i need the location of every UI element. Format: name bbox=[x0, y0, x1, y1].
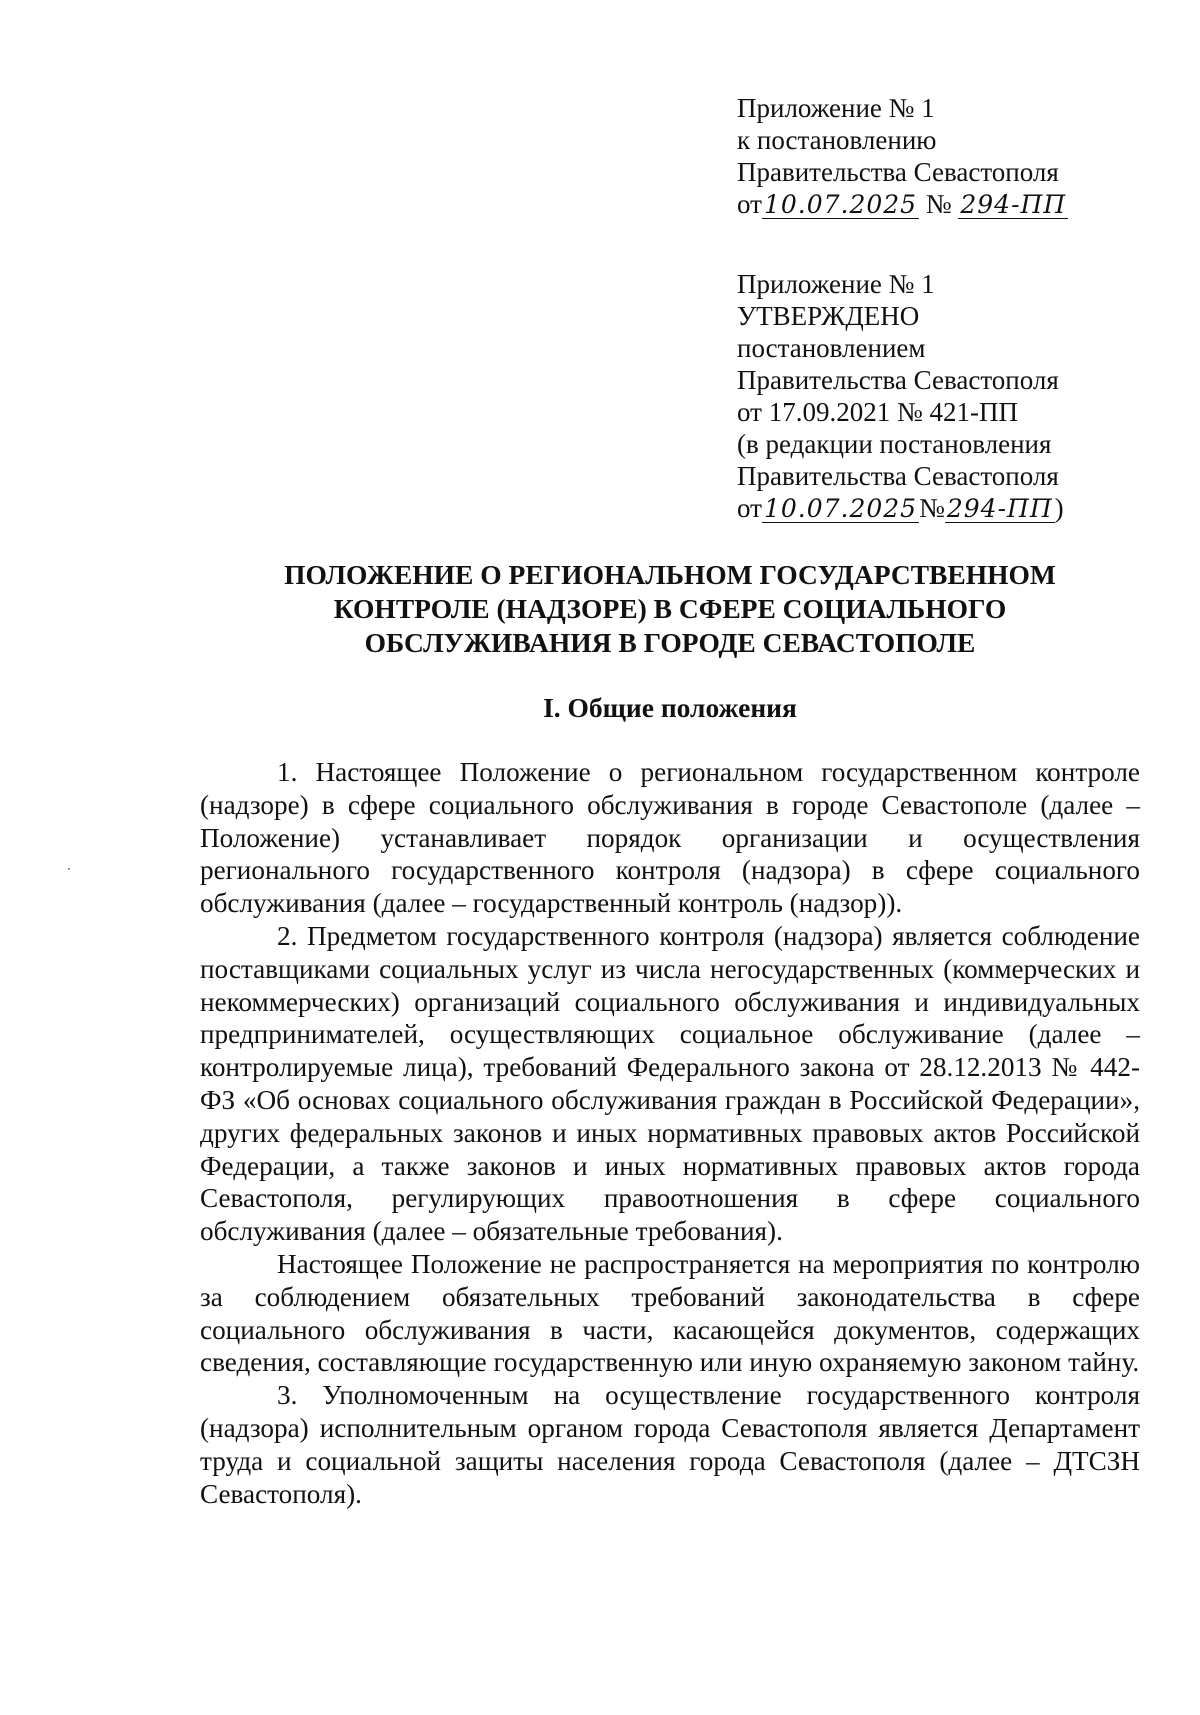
title-line: ПОЛОЖЕНИЕ О РЕГИОНАЛЬНОМ ГОСУДАРСТВЕННОМ bbox=[284, 559, 1056, 590]
stamp-line: Приложение № 1 bbox=[737, 93, 935, 123]
handwritten-number: 294-ПП bbox=[960, 190, 1067, 219]
stamp-line: к постановлению bbox=[737, 125, 937, 155]
title-line: ОБСЛУЖИВАНИЯ В ГОРОДЕ СЕВАСТОПОЛЕ bbox=[364, 627, 976, 658]
title-line: КОНТРОЛЕ (НАДЗОРЕ) В СФЕРЕ СОЦИАЛЬНОГО bbox=[333, 593, 1007, 624]
stamp-line: от 17.09.2021 № 421-ПП bbox=[737, 397, 1018, 427]
handwritten-number: 294-ПП bbox=[946, 494, 1053, 523]
paragraph-3: Настоящее Положение не распространяется на мероприятия по контролю за соблюдением обязательных требований законодательства в сфере социального обслуживания в части, касающейся документов, содержащих сведения, составляющие государственную или иную охраняемую законом тайну. bbox=[200, 1248, 1140, 1378]
stamp-line: Приложение № 1 bbox=[737, 269, 935, 299]
approval-stamp bbox=[737, 268, 1157, 524]
scan-speck bbox=[68, 868, 70, 870]
stamp-date-line bbox=[737, 188, 1157, 220]
document-title bbox=[200, 558, 1140, 660]
stamp-line: (в редакции постановления bbox=[737, 429, 1052, 459]
stamp-date-line bbox=[737, 492, 1157, 524]
stamp-line: Правительства Севастополя bbox=[737, 461, 1059, 491]
stamp-line: Правительства Севастополя bbox=[737, 365, 1059, 395]
stamp-line: постановлением bbox=[737, 333, 926, 363]
document-body bbox=[200, 756, 1140, 1510]
handwritten-date: 10.07.2025 bbox=[763, 494, 918, 523]
date-prefix: от bbox=[737, 493, 762, 523]
number-prefix: № bbox=[925, 189, 952, 219]
date-prefix: от bbox=[737, 189, 762, 219]
amendment-stamp bbox=[737, 92, 1157, 220]
paragraph-1: 1. Настоящее Положение о региональном государственном контроле (надзоре) в сфере социального обслуживания в городе Севастополе (далее – Положение) устанавливает порядок организации и осуществления регионального государственного контроля (надзора) в сфере социального обслуживания (далее – государственный контроль (надзор)). bbox=[200, 757, 1140, 919]
paragraph-2: 2. Предметом государственного контроля (надзора) является соблюдение поставщиками социальных услуг из числа негосударственных (коммерческих и некоммерческих) организаций социального обслуживания и индивидуальных предпринимателей, осуществляющих социальное обслуживание (далее – контролируемые лица), требований Федерального закона от 28.12.2013 № 442-ФЗ «Об основах социального обслуживания граждан в Российской Федерации», других федеральных законов и иных нормативных правовых актов Российской Федерации, а также законов и иных нормативных правовых актов города Севастополя, регулирующих правоотношения в сфере социального обслуживания (далее – обязательные требования). bbox=[200, 920, 1140, 1247]
handwritten-date: 10.07.2025 bbox=[763, 190, 918, 219]
stamp-line: УТВЕРЖДЕНО bbox=[737, 301, 920, 331]
number-prefix: № bbox=[919, 493, 945, 523]
stamp-line: Правительства Севастополя bbox=[737, 157, 1059, 187]
paragraph-4: 3. Уполномоченным на осуществление государственного контроля (надзора) исполнительным органом города Севастополя является Департамент труда и социальной защиты населения города Севастополя (далее – ДТСЗН Севастополя). bbox=[200, 1380, 1140, 1509]
section-heading: I. Общие положения bbox=[543, 692, 797, 723]
closing-paren: ) bbox=[1054, 493, 1064, 523]
